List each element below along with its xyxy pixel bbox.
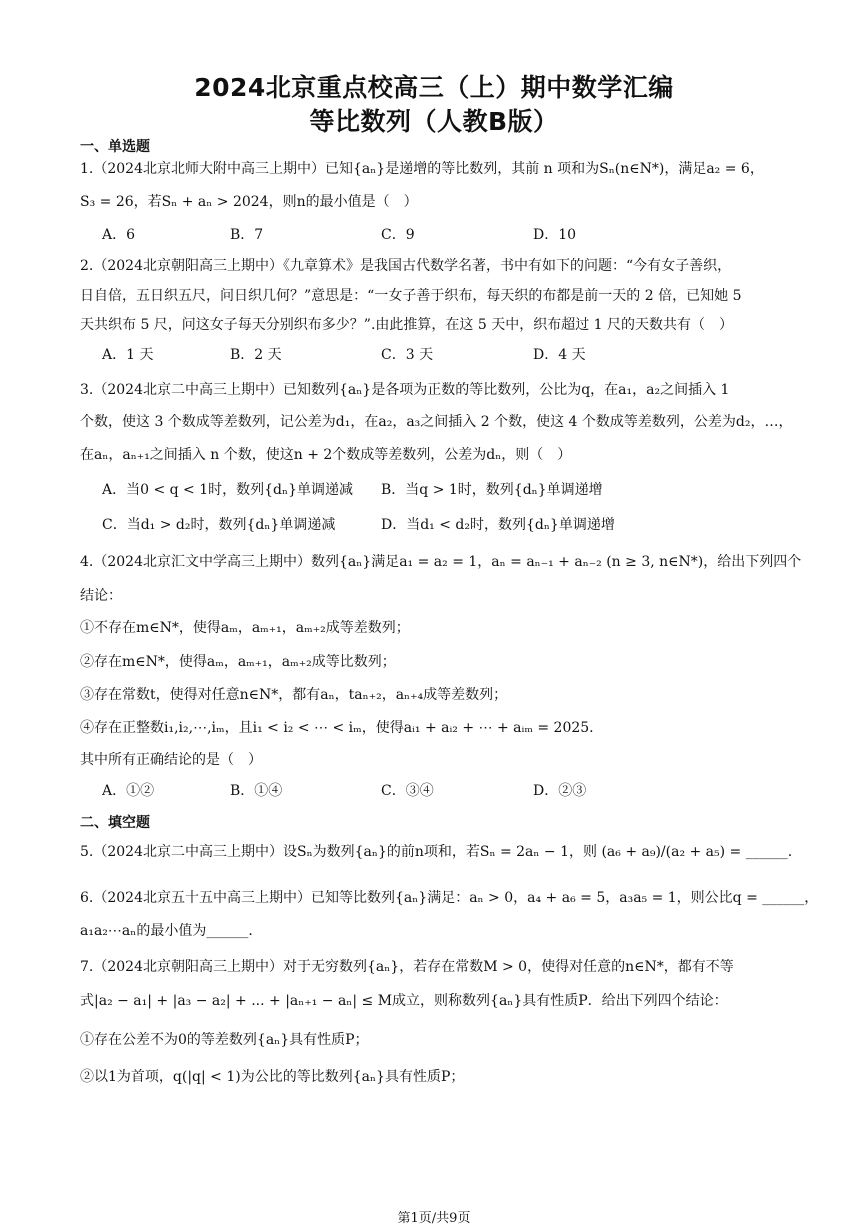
question-4-option-d: D．②③ xyxy=(533,783,587,799)
question-3-line-2: 个数，使这 3 个数成等差数列，记公差为d₁，在a₂，a₃之间插入 2 个数，使这 4 个数成等差数列，公差为d₂，…， xyxy=(80,414,793,430)
question-7-conclusion-1: ①存在公差不为0的等差数列{aₙ}具有性质P； xyxy=(80,1032,369,1048)
question-2-option-a: A．1 天 xyxy=(102,347,154,363)
question-2-line-1: 2.（2024北京朝阳高三上期中）《九章算术》是我国古代数学名著，书中有如下的问题：“今有女子善织， xyxy=(80,258,732,274)
question-4-option-c: C．③④ xyxy=(381,783,434,799)
question-3-option-d: D．当d₁ < d₂时，数列{dₙ}单调递增 xyxy=(381,517,615,533)
question-4-conclusion-3: ③存在常数t，使得对任意n∈N*，都有aₙ，taₙ₊₂，aₙ₊₄成等差数列； xyxy=(80,687,508,703)
question-1-option-c: C．9 xyxy=(381,227,415,243)
question-5-line-1: 5.（2024北京二中高三上期中）设Sₙ为数列{aₙ}的前n项和，若Sₙ = 2aₙ − 1，则 (a₆ + a₉)/(a₂ + a₅) = ______. xyxy=(80,844,793,860)
question-1-option-d: D．10 xyxy=(533,227,577,243)
question-2-option-c: C．3 天 xyxy=(381,347,434,363)
question-3-line-1: 3.（2024北京二中高三上期中）已知数列{aₙ}是各项为正数的等比数列，公比为q，在a₁，a₂之间插入 1 xyxy=(80,382,730,398)
question-4-conclusion-4: ④存在正整数i₁,i₂,⋯,iₘ，且i₁ < i₂ < ⋯ < iₘ，使得aᵢ₁ + aᵢ₂ + ⋯ + aᵢₘ = 2025. xyxy=(80,720,594,736)
question-3-option-a: A．当0 < q < 1时，数列{dₙ}单调递减 xyxy=(102,482,353,498)
question-4-option-b: B．①④ xyxy=(230,783,283,799)
question-7-line-2: 式|a₂ − a₁| + |a₃ − a₂| + ... + |aₙ₊₁ − aₙ| ≤ M成立，则称数列{aₙ}具有性质P．给出下列四个结论： xyxy=(80,993,728,1009)
question-2-line-3: 天共织布 5 尺，问这女子每天分别织布多少？”.由此推算，在这 5 天中，织布超过 1 尺的天数共有（ ） xyxy=(80,317,734,333)
question-1-option-a: A．6 xyxy=(102,227,136,243)
question-4-conclusion-2: ②存在m∈N*，使得aₘ，aₘ₊₁，aₘ₊₂成等比数列； xyxy=(80,654,396,670)
question-4-line-2: 结论： xyxy=(80,588,122,604)
question-3-option-c: C．当d₁ > d₂时，数列{dₙ}单调递减 xyxy=(102,517,336,533)
question-1-option-b: B．7 xyxy=(230,227,264,243)
question-1-line-1: 1.（2024北京北师大附中高三上期中）已知{aₙ}是递增的等比数列，其前 n 项和为Sₙ(n∈N*)，满足a₂ = 6， xyxy=(80,161,764,177)
question-3-line-3: 在aₙ，aₙ₊₁之间插入 n 个数，使这n + 2个数成等差数列，公差为dₙ，则（ ） xyxy=(80,447,572,463)
question-4-line-1: 4.（2024北京汇文中学高三上期中）数列{aₙ}满足a₁ = a₂ = 1，aₙ = aₙ₋₁ + aₙ₋₂ (n ≥ 3, n∈N*)，给出下列四个 xyxy=(80,554,802,570)
question-6-line-1: 6.（2024北京五十五中高三上期中）已知等比数列{aₙ}满足：aₙ > 0，a₄ + a₆ = 5，a₃a₅ = 1，则公比q = ______， xyxy=(80,890,819,906)
question-2-line-2: 日自倍，五日织五尺，问日织几何？”意思是：“一女子善于织布，每天织的布都是前一天的 2 倍，已知她 5 xyxy=(80,288,742,304)
page-number: 第1页/共9页 xyxy=(397,1211,471,1226)
question-3-option-b: B．当q > 1时，数列{dₙ}单调递增 xyxy=(381,482,603,498)
question-4-conclusion-1: ①不存在m∈N*，使得aₘ，aₘ₊₁，aₘ₊₂成等差数列； xyxy=(80,620,410,636)
question-7-conclusion-2: ②以1为首项，q(|q| < 1)为公比的等比数列{aₙ}具有性质P； xyxy=(80,1069,465,1085)
question-2-option-d: D．4 天 xyxy=(533,347,586,363)
question-4-option-a: A．①② xyxy=(102,783,155,799)
question-1-line-2: S₃ = 26，若Sₙ + aₙ > 2024，则n的最小值是（ ） xyxy=(80,194,418,210)
document-subtitle: 等比数列（人教B版） xyxy=(309,107,559,136)
question-7-line-1: 7.（2024北京朝阳高三上期中）对于无穷数列{aₙ}，若存在常数M > 0，使得对任意的n∈N*，都有不等 xyxy=(80,959,734,975)
section-heading-single-choice: 一、单选题 xyxy=(80,139,150,155)
question-4-line-3: 其中所有正确结论的是（ ） xyxy=(80,752,262,768)
question-2-option-b: B．2 天 xyxy=(230,347,282,363)
question-6-line-2: a₁a₂⋯aₙ的最小值为______. xyxy=(80,923,253,939)
document-title: 2024北京重点校高三（上）期中数学汇编 xyxy=(194,73,674,102)
section-heading-fill-in: 二、填空题 xyxy=(80,815,150,831)
